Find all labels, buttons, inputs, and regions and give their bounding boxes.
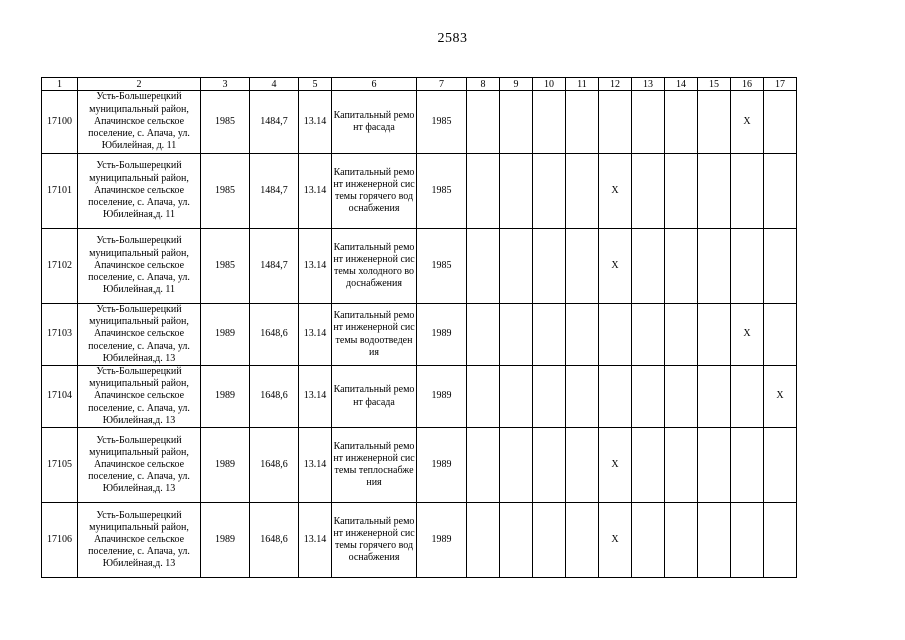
- table-row: [42, 366, 797, 428]
- mark-cell: [665, 154, 698, 229]
- row-number: 17105: [42, 428, 78, 503]
- column-number-header: 12: [599, 78, 632, 91]
- build-year-cell: 1989: [201, 366, 250, 428]
- row-number: 17104: [42, 366, 78, 428]
- table-row: [42, 503, 797, 578]
- mark-cell: [764, 304, 797, 366]
- address-cell: Усть-Большерецкий муниципальный район, Апачинское сельское поселение, с. Апача, ул. Юбилейная,д. 11: [78, 229, 201, 304]
- mark-cell: [533, 229, 566, 304]
- mark-cell: [665, 229, 698, 304]
- table-row: [42, 154, 797, 229]
- mark-cell: [467, 304, 500, 366]
- mark-cell: [698, 366, 731, 428]
- mark-cell: [467, 366, 500, 428]
- column-number-header: 3: [201, 78, 250, 91]
- row-number: 17101: [42, 154, 78, 229]
- mark-cell: [731, 503, 764, 578]
- column-number-header: 5: [299, 78, 332, 91]
- code-cell: 13.14: [299, 229, 332, 304]
- table-row: [42, 91, 797, 154]
- code-cell: 13.14: [299, 366, 332, 428]
- plan-year-cell: 1989: [417, 503, 467, 578]
- area-cell: 1648,6: [250, 503, 299, 578]
- column-number-header: 1: [42, 78, 78, 91]
- mark-cell: [533, 503, 566, 578]
- area-cell: 1648,6: [250, 304, 299, 366]
- mark-cell: [500, 503, 533, 578]
- work-type-cell: Капитальный ремонт фасада: [332, 366, 417, 428]
- mark-cell: [632, 428, 665, 503]
- work-type-cell: Капитальный ремонт фасада: [332, 91, 417, 154]
- mark-cell: [665, 503, 698, 578]
- mark-cell: [764, 428, 797, 503]
- row-number: 17103: [42, 304, 78, 366]
- mark-cell: [500, 229, 533, 304]
- work-type-cell: Капитальный ремонт инженерной системы горячего водоснабжения: [332, 503, 417, 578]
- mark-cell: [566, 304, 599, 366]
- mark-cell: [731, 229, 764, 304]
- mark-cell: [500, 91, 533, 154]
- mark-cell: [467, 229, 500, 304]
- area-cell: 1484,7: [250, 154, 299, 229]
- mark-cell: [566, 503, 599, 578]
- build-year-cell: 1985: [201, 154, 250, 229]
- mark-cell: [731, 154, 764, 229]
- column-number-header: 8: [467, 78, 500, 91]
- mark-cell: [632, 229, 665, 304]
- plan-year-cell: 1985: [417, 229, 467, 304]
- mark-cell: [566, 428, 599, 503]
- work-type-cell: Капитальный ремонт инженерной системы горячего водоснабжения: [332, 154, 417, 229]
- mark-cell: X: [599, 503, 632, 578]
- address-cell: Усть-Большерецкий муниципальный район, Апачинское сельское поселение, с. Апача, ул. Юбилейная,д. 13: [78, 503, 201, 578]
- mark-cell: [467, 91, 500, 154]
- mark-cell: [467, 154, 500, 229]
- mark-cell: [599, 304, 632, 366]
- mark-cell: [500, 366, 533, 428]
- mark-cell: [566, 229, 599, 304]
- mark-cell: X: [731, 91, 764, 154]
- mark-cell: X: [599, 154, 632, 229]
- mark-cell: [731, 366, 764, 428]
- mark-cell: [599, 366, 632, 428]
- column-number-header: 14: [665, 78, 698, 91]
- code-cell: 13.14: [299, 304, 332, 366]
- table-row: [42, 229, 797, 304]
- code-cell: 13.14: [299, 91, 332, 154]
- mark-cell: [467, 428, 500, 503]
- mark-cell: [698, 229, 731, 304]
- mark-cell: [599, 91, 632, 154]
- mark-cell: [632, 91, 665, 154]
- table-row: [42, 304, 797, 366]
- mark-cell: [698, 154, 731, 229]
- plan-year-cell: 1985: [417, 154, 467, 229]
- mark-cell: [665, 428, 698, 503]
- column-number-row: [42, 78, 797, 91]
- row-number: 17106: [42, 503, 78, 578]
- row-number: 17100: [42, 91, 78, 154]
- mark-cell: [665, 91, 698, 154]
- mark-cell: [698, 91, 731, 154]
- table-row: [42, 428, 797, 503]
- address-cell: Усть-Большерецкий муниципальный район, Апачинское сельское поселение, с. Апача, ул. Юбилейная,д. 13: [78, 366, 201, 428]
- mark-cell: [500, 428, 533, 503]
- address-cell: Усть-Большерецкий муниципальный район, Апачинское сельское поселение, с. Апача, ул. Юбилейная,д. 13: [78, 304, 201, 366]
- mark-cell: [731, 428, 764, 503]
- registry-table: [41, 77, 797, 578]
- code-cell: 13.14: [299, 154, 332, 229]
- mark-cell: X: [731, 304, 764, 366]
- row-number: 17102: [42, 229, 78, 304]
- mark-cell: [533, 154, 566, 229]
- column-number-header: 11: [566, 78, 599, 91]
- mark-cell: [632, 304, 665, 366]
- mark-cell: [698, 503, 731, 578]
- mark-cell: [533, 366, 566, 428]
- build-year-cell: 1989: [201, 428, 250, 503]
- mark-cell: [764, 91, 797, 154]
- build-year-cell: 1989: [201, 304, 250, 366]
- mark-cell: [566, 154, 599, 229]
- mark-cell: X: [599, 229, 632, 304]
- column-number-header: 6: [332, 78, 417, 91]
- mark-cell: [566, 366, 599, 428]
- area-cell: 1484,7: [250, 229, 299, 304]
- mark-cell: [500, 154, 533, 229]
- column-number-header: 10: [533, 78, 566, 91]
- mark-cell: X: [599, 428, 632, 503]
- work-type-cell: Капитальный ремонт инженерной системы холодного водоснабжения: [332, 229, 417, 304]
- registry-body: [42, 91, 797, 578]
- column-number-header: 4: [250, 78, 299, 91]
- mark-cell: [566, 91, 599, 154]
- build-year-cell: 1989: [201, 503, 250, 578]
- mark-cell: [764, 229, 797, 304]
- mark-cell: [698, 428, 731, 503]
- mark-cell: [698, 304, 731, 366]
- plan-year-cell: 1989: [417, 428, 467, 503]
- mark-cell: [467, 503, 500, 578]
- plan-year-cell: 1989: [417, 366, 467, 428]
- mark-cell: X: [764, 366, 797, 428]
- column-number-header: 13: [632, 78, 665, 91]
- mark-cell: [500, 304, 533, 366]
- mark-cell: [533, 91, 566, 154]
- mark-cell: [764, 503, 797, 578]
- area-cell: 1648,6: [250, 366, 299, 428]
- column-number-header: 9: [500, 78, 533, 91]
- address-cell: Усть-Большерецкий муниципальный район, Апачинское сельское поселение, с. Апача, ул. Юбилейная,д. 11: [78, 154, 201, 229]
- address-cell: Усть-Большерецкий муниципальный район, Апачинское сельское поселение, с. Апача, ул. Юбилейная,д. 13: [78, 428, 201, 503]
- build-year-cell: 1985: [201, 91, 250, 154]
- area-cell: 1648,6: [250, 428, 299, 503]
- page-number: 2583: [437, 31, 468, 46]
- column-number-header: 2: [78, 78, 201, 91]
- mark-cell: [632, 503, 665, 578]
- mark-cell: [665, 304, 698, 366]
- mark-cell: [764, 154, 797, 229]
- work-type-cell: Капитальный ремонт инженерной системы водоотведения: [332, 304, 417, 366]
- code-cell: 13.14: [299, 503, 332, 578]
- mark-cell: [533, 304, 566, 366]
- plan-year-cell: 1989: [417, 304, 467, 366]
- column-number-header: 15: [698, 78, 731, 91]
- address-cell: Усть-Большерецкий муниципальный район, Апачинское сельское поселение, с. Апача, ул. Юбилейная, д. 11: [78, 91, 201, 154]
- mark-cell: [665, 366, 698, 428]
- code-cell: 13.14: [299, 428, 332, 503]
- mark-cell: [632, 154, 665, 229]
- work-type-cell: Капитальный ремонт инженерной системы теплоснабжения: [332, 428, 417, 503]
- column-number-header: 7: [417, 78, 467, 91]
- mark-cell: [533, 428, 566, 503]
- area-cell: 1484,7: [250, 91, 299, 154]
- build-year-cell: 1985: [201, 229, 250, 304]
- mark-cell: [632, 366, 665, 428]
- plan-year-cell: 1985: [417, 91, 467, 154]
- column-number-header: 16: [731, 78, 764, 91]
- column-number-header: 17: [764, 78, 797, 91]
